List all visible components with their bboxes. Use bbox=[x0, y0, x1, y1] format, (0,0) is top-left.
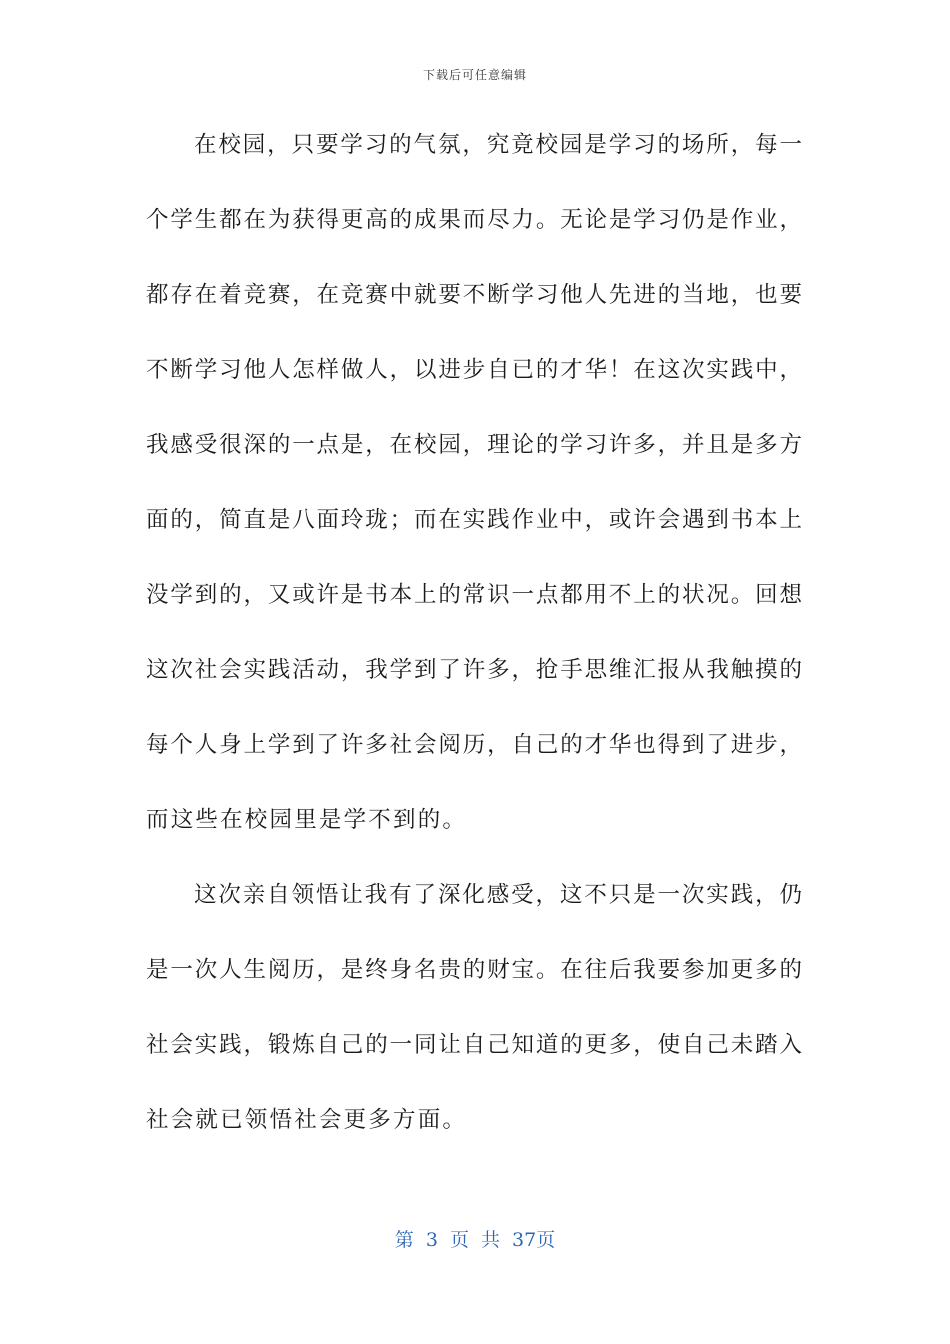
paragraph-2-line-2: 是一次人生阅历，是终身名贵的财宝。在往后我要参加更多的 bbox=[146, 957, 802, 983]
paragraph-1-line-2: 个学生都在为获得更高的成果而尽力。无论是学习仍是作业， bbox=[146, 207, 802, 233]
page-header: 下载后可任意编辑 bbox=[422, 68, 527, 82]
paragraph-1-line-9: 每个人身上学到了许多社会阅历，自己的才华也得到了进步， bbox=[146, 732, 802, 758]
paragraph-2-line-1: 这次亲自领悟让我有了深化感受，这不只是一次实践，仍 bbox=[194, 882, 802, 908]
paragraph-2-line-3: 社会实践，锻炼自己的一同让自己知道的更多，使自己未踏入 bbox=[146, 1032, 802, 1058]
paragraph-2-line-4: 社会就已领悟社会更多方面。 bbox=[146, 1107, 468, 1133]
paragraph-1-line-7: 没学到的，又或许是书本上的常识一点都用不上的状况。回想 bbox=[146, 582, 802, 608]
paragraph-1-line-4: 不断学习他人怎样做人，以进步自已的才华！在这次实践中， bbox=[146, 357, 802, 383]
paragraph-1-line-8: 这次社会实践活动，我学到了许多，抢手思维汇报从我触摸的 bbox=[146, 657, 802, 683]
page-number: 第 3 页 共 37页 bbox=[394, 1229, 556, 1251]
paragraph-1-line-1: 在校园，只要学习的气氛，究竟校园是学习的场所，每一 bbox=[194, 132, 802, 158]
paragraph-1-line-3: 都存在着竞赛，在竞赛中就要不断学习他人先进的当地，也要 bbox=[146, 282, 802, 308]
paragraph-1-line-10: 而这些在校园里是学不到的。 bbox=[146, 807, 468, 833]
paragraph-1-line-5: 我感受很深的一点是，在校园，理论的学习许多，并且是多方 bbox=[146, 432, 802, 458]
paragraph-1-line-6: 面的，简直是八面玲珑；而在实践作业中，或许会遇到书本上 bbox=[146, 507, 802, 533]
